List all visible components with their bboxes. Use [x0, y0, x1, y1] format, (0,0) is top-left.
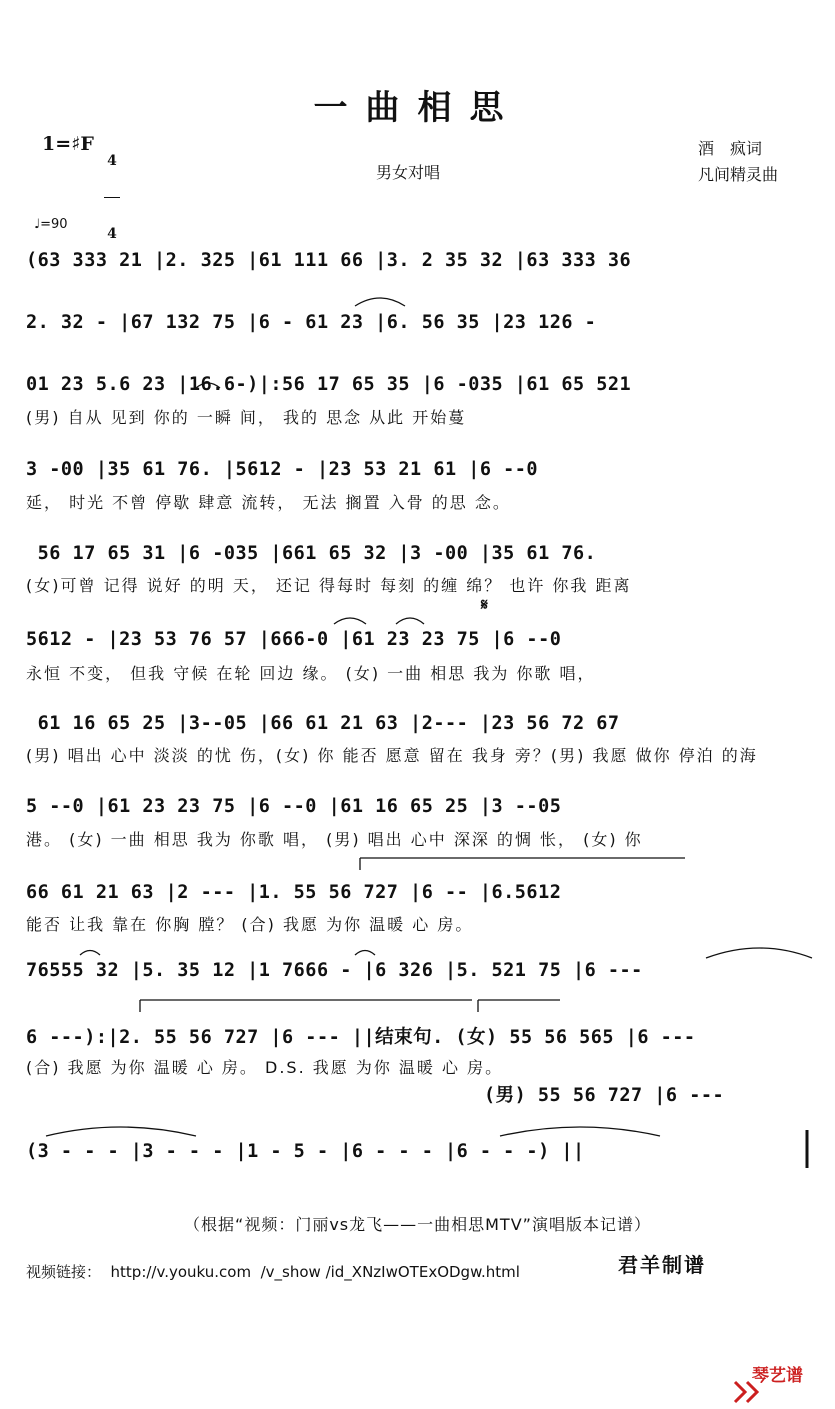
- score-row-12-notes: (男) 55 56 727 |6 ---: [484, 1085, 725, 1106]
- lyricist-credit: 酒 疯词: [698, 139, 763, 158]
- score-row-8-notes: 5 --0 |61 23 23 75 |6 --0 |61 16 65 25 |3 --05: [26, 796, 562, 817]
- slur-mark: [706, 948, 812, 958]
- volta-bracket-2: [140, 1000, 472, 1012]
- segno-sign: 𝄋: [481, 595, 488, 614]
- ending-bracket: [478, 1000, 560, 1012]
- transcriber-signature: 君羊制谱: [618, 1253, 706, 1277]
- score-row-10-notes: 76555 32 |5. 35 12 |1 7666 - |6 326 |5. 521 75 |6 ---: [26, 960, 643, 981]
- slur-mark: [355, 951, 375, 956]
- score-row-7-notes: 61 16 65 25 |3--05 |66 61 21 63 |2--- |23 56 72 67: [26, 713, 620, 734]
- performance-form: 男女对唱: [376, 163, 441, 182]
- score-row-4-notes: 3 -00 |35 61 76. |5612 - |23 53 21 61 |6 --0: [26, 459, 539, 480]
- slur-mark: [196, 383, 220, 388]
- score-row-1-notes: (63 333 21 |2. 325 |61 111 66 |3. 2 35 32 |63 333 36: [26, 250, 632, 271]
- score-row-9-notes: 66 61 21 63 |2 --- |1. 55 56 727 |6 -- |6.5612: [26, 882, 562, 903]
- time-signature-top: 4: [107, 153, 117, 169]
- score-row-7-lyrics: (男) 唱出 心中 淡淡 的忧 伤，(女) 你 能否 愿意 留在 我身 旁？(男) 我愿 做你 停泊 的海: [26, 746, 758, 765]
- key-signature: 1=♯F: [42, 133, 94, 155]
- brand-name: 琴艺谱: [752, 1366, 803, 1386]
- score-row-5-notes: 56 17 65 31 |6 -035 |661 65 32 |3 -00 |35 61 76.: [26, 543, 597, 564]
- score-row-3-lyrics: (男) 自从 见到 你的 一瞬 间， 我的 思念 从此 开始蔓: [26, 408, 467, 427]
- score-row-9-lyrics: 能否 让我 靠在 你胸 膛？ (合) 我愿 为你 温暖 心 房。: [26, 915, 474, 934]
- slur-mark: [80, 951, 100, 956]
- score-row-11-notes: 6 ---):|2. 55 56 727 |6 --- ||结束句. (女) 55 56 565 |6 ---: [26, 1027, 696, 1048]
- score-row-13-notes: (3 - - - |3 - - - |1 - 5 - |6 - - - |6 - - -) ||: [26, 1141, 585, 1162]
- time-signature-bottom: 4: [107, 226, 117, 242]
- score-row-8-lyrics: 港。 (女) 一曲 相思 我为 你歌 唱， (男) 唱出 心中 深深 的惆 怅， (女) 你: [26, 830, 643, 849]
- score-row-6-notes: 5612 - |23 53 76 57 |666-0 |61 23 23 75 |6 --0: [26, 629, 562, 650]
- score-row-11-lyrics: (合) 我愿 为你 温暖 心 房。 D.S. 我愿 为你 温暖 心 房。: [26, 1058, 504, 1077]
- slur-mark: [500, 1127, 660, 1136]
- slur-mark: [334, 618, 366, 624]
- video-link[interactable]: 视频链接： http://v.youku.com /v_show /id_XNzIwOTExODgw.html: [26, 1263, 520, 1281]
- song-title: 一曲相思: [313, 88, 522, 128]
- volta-bracket-1: [360, 858, 685, 870]
- tempo-marking: ♩=90: [34, 217, 68, 232]
- slur-mark: [396, 618, 424, 624]
- composer-credit: 凡间精灵曲: [698, 165, 779, 184]
- score-row-3-notes: 01 23 5.6 23 |16.6-)|:56 17 65 35 |6 -035 |61 65 521: [26, 374, 632, 395]
- score-row-6-lyrics: 永恒 不变， 但我 守候 在轮 回边 缘。 (女) 一曲 相思 我为 你歌 唱，: [26, 664, 596, 683]
- slur-mark: [46, 1127, 196, 1136]
- score-row-4-lyrics: 延， 时光 不曾 停歇 肆意 流转， 无法 搁置 入骨 的思 念。: [26, 493, 511, 512]
- score-row-2-notes: 2. 32 - |67 132 75 |6 - 61 23 |6. 56 35 |23 126 -: [26, 312, 597, 333]
- score-row-5-lyrics: (女)可曾 记得 说好 的明 天， 还记 得每时 每刻 的缠 绵？ 也许 你我 距离: [26, 576, 632, 595]
- slur-mark: [355, 298, 405, 306]
- transcription-note: （根据“视频：门丽vs龙飞——一曲相思MTV”演唱版本记谱）: [184, 1215, 651, 1234]
